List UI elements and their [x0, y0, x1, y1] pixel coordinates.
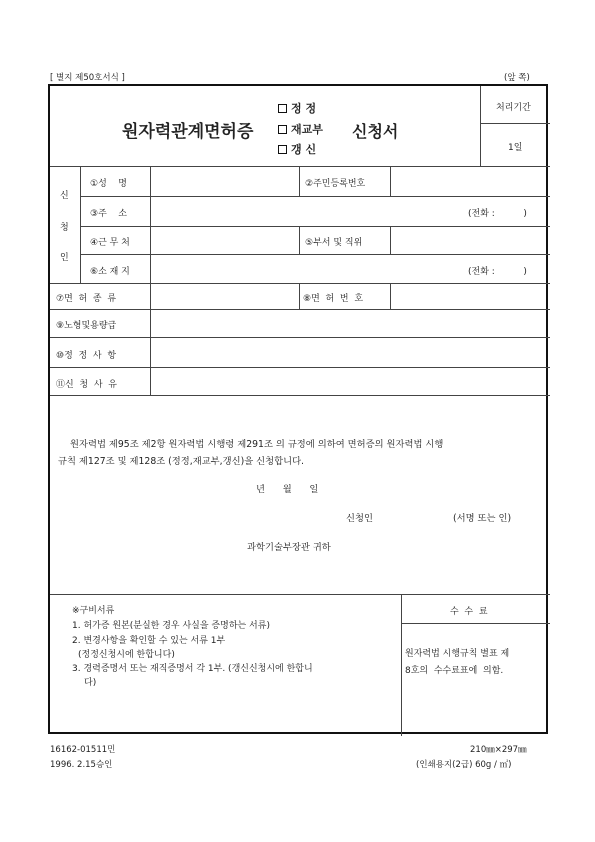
paper-type: (인쇄용지(2급) 60g / ㎡): [416, 760, 512, 770]
fee-title: 수 수 료: [450, 607, 488, 617]
application-date: 년 월 일: [256, 484, 319, 495]
applicant-group-label: 인: [60, 253, 69, 263]
row-line: [50, 337, 550, 338]
reason-label: ⑪신 청 사 유: [56, 380, 117, 390]
row-line: [50, 309, 550, 310]
option-reissue[interactable]: 재교부: [278, 121, 323, 137]
form-code: 16162-01511민: [50, 745, 116, 755]
location-field[interactable]: [152, 256, 452, 282]
col-line: [299, 166, 300, 196]
document-item: 2. 변경사항을 확인할 수 있는 서류 1부: [72, 636, 226, 646]
license-number-field[interactable]: [392, 285, 548, 308]
approval-date: 1996. 2.15승인: [50, 760, 113, 770]
application-form: [48, 84, 548, 734]
col-line: [80, 166, 81, 283]
col-line: [401, 594, 402, 736]
applicant-group-label: 신: [60, 191, 69, 201]
applicant-sign-label: 신청인: [346, 513, 373, 524]
signature-note: (서명 또는 인): [453, 513, 512, 524]
applicant-group-label: 청: [60, 223, 69, 233]
form-title: 원자력관계면허증: [122, 122, 254, 142]
fee-line-2: 8호의 수수료표에 의함.: [405, 666, 504, 676]
name-field[interactable]: [152, 168, 298, 195]
row-line: [50, 166, 550, 167]
divider: [480, 86, 481, 166]
correction-label: ⑩정 정 사 항: [56, 351, 117, 361]
location-phone: (전화 : ): [468, 267, 527, 277]
statement-line-2: 규칙 제127조 및 제128조 (정정,재교부,갱신)을 신청합니다.: [58, 456, 305, 467]
license-type-field[interactable]: [152, 285, 298, 308]
col-line: [150, 166, 151, 395]
row-line: [401, 623, 550, 624]
address-label: ③주 소: [90, 209, 127, 219]
workplace-label: ④근 무 처: [90, 238, 130, 248]
col-line: [299, 283, 300, 309]
document-item: 다): [84, 678, 97, 688]
row-line: [50, 594, 550, 595]
col-line: [390, 283, 391, 309]
dept-field[interactable]: [392, 228, 548, 253]
option-renewal[interactable]: 갱 신: [278, 141, 316, 157]
document-item: (정정신청시에 한합니다): [78, 650, 175, 660]
reactor-capacity-field[interactable]: [152, 311, 548, 336]
col-line: [299, 226, 300, 254]
address-field[interactable]: [152, 198, 452, 225]
address-phone: (전화 : ): [468, 209, 527, 219]
license-type-label: ⑦면 허 종 류: [56, 294, 117, 304]
divider: [480, 123, 550, 124]
form-title-suffix: 신청서: [352, 122, 399, 141]
name-label: ①성 명: [90, 179, 127, 189]
documents-title: ※구비서류: [72, 606, 115, 616]
rrn-label: ②주민등록번호: [305, 179, 366, 189]
correction-field[interactable]: [152, 339, 548, 366]
row-line: [50, 367, 550, 368]
reason-field[interactable]: [152, 369, 548, 394]
row-line: [50, 283, 550, 284]
col-line: [390, 166, 391, 196]
fee-line-1: 원자력법 시행규칙 별표 제: [405, 649, 510, 659]
option-correction[interactable]: 정 정: [278, 100, 316, 116]
document-item: 1. 허가증 원본(분실한 경우 사실을 증명하는 서류): [72, 621, 270, 631]
statement-line-1: 원자력법 제95조 제2항 원자력법 시행령 제291조 의 규정에 의하여 면허증의 원자력법 시행: [70, 439, 444, 450]
paper-size: 210㎜×297㎜: [470, 745, 527, 755]
processing-period-value: 1일: [508, 143, 523, 153]
row-line: [50, 395, 550, 396]
reactor-capacity-label: ⑨노형및용량급: [56, 321, 117, 331]
rrn-field[interactable]: [392, 168, 548, 195]
location-label: ⑥소 재 지: [90, 267, 130, 277]
checkbox-icon[interactable]: [278, 125, 287, 134]
recipient: 과학기술부장관 귀하: [247, 542, 331, 553]
page-side: (앞 쪽): [504, 73, 530, 83]
license-number-label: ⑧면 허 번 호: [303, 294, 364, 304]
checkbox-icon[interactable]: [278, 145, 287, 154]
col-line: [390, 226, 391, 254]
checkbox-icon[interactable]: [278, 104, 287, 113]
document-item: 3. 경력증명서 또는 재직증명서 각 1부. (갱신신청시에 한합니: [72, 664, 313, 674]
processing-period-label: 처리기간: [496, 103, 531, 113]
workplace-field[interactable]: [152, 228, 298, 253]
form-number: [ 별지 제50호서식 ]: [50, 73, 125, 83]
dept-label: ⑤부서 및 직위: [305, 238, 363, 248]
